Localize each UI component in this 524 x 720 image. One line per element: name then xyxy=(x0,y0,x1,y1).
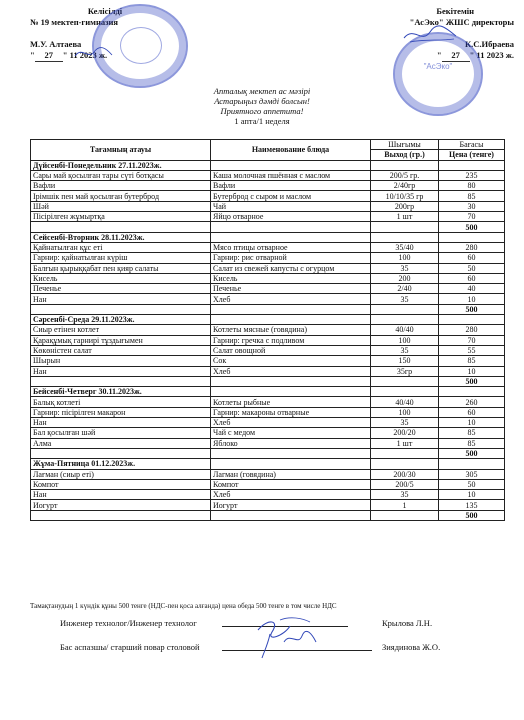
dish-kz: Гарнир: пісірілген макарон xyxy=(31,407,211,417)
empty-cell xyxy=(211,510,371,520)
empty-cell xyxy=(371,376,439,386)
approved-date-prefix: " xyxy=(436,50,442,60)
dish-kz: Сары май қосылған тары сүті ботқасы xyxy=(31,170,211,180)
day-total: 500 xyxy=(439,510,505,520)
price-cell: 55 xyxy=(439,345,505,355)
agreed-date-prefix: " xyxy=(30,50,35,60)
price-cell: 40 xyxy=(439,284,505,294)
title-wish-ru: Приятного аппетита! xyxy=(220,106,304,116)
table-row xyxy=(31,479,505,489)
dish-kz: Сиыр етінен котлет xyxy=(31,325,211,335)
empty-cell xyxy=(31,448,211,458)
empty-cell xyxy=(371,232,439,242)
yield-cell: 1 xyxy=(371,500,439,510)
dish-ru: Вафли xyxy=(211,181,371,191)
price-cell: 135 xyxy=(439,500,505,510)
day-header-row xyxy=(31,459,505,469)
dish-kz: Кисель xyxy=(31,273,211,283)
price-cell: 85 xyxy=(439,438,505,448)
agreed-date-day: 27 xyxy=(35,50,63,62)
dish-ru: Каша молочная пшённая с маслом xyxy=(211,170,371,180)
table-row xyxy=(31,242,505,252)
price-cell: 235 xyxy=(439,170,505,180)
table-row xyxy=(31,490,505,500)
dish-ru: Салат из свежей капусты с огурцом xyxy=(211,263,371,273)
empty-cell xyxy=(439,232,505,242)
dish-ru: Хлеб xyxy=(211,294,371,304)
engineer-role: Инженер технолог/Инженер технолог xyxy=(60,618,197,628)
yield-cell: 200гр xyxy=(371,201,439,211)
empty-cell xyxy=(439,459,505,469)
approved-org: "АсЭко" ЖШС директоры xyxy=(409,17,514,27)
price-cell: 60 xyxy=(439,253,505,263)
engineer-name: Крылова Л.Н. xyxy=(382,618,433,628)
table-row xyxy=(31,284,505,294)
price-cell: 10 xyxy=(439,418,505,428)
dish-ru: Салат овощной xyxy=(211,345,371,355)
yield-cell: 40/40 xyxy=(371,397,439,407)
day-total: 500 xyxy=(439,448,505,458)
day-name: Сәрсенбі-Среда 29.11.2023ж. xyxy=(31,315,211,325)
table-row xyxy=(31,438,505,448)
dish-kz: Нан xyxy=(31,294,211,304)
dish-kz: Балық котлеті xyxy=(31,397,211,407)
dish-kz: Көкөністен салат xyxy=(31,345,211,355)
price-cell: 70 xyxy=(439,212,505,222)
day-total: 500 xyxy=(439,222,505,232)
empty-cell xyxy=(31,222,211,232)
table-row xyxy=(31,428,505,438)
price-cell: 85 xyxy=(439,191,505,201)
empty-cell xyxy=(371,304,439,314)
dish-kz: Қарақұмық гарнирі тұздығымен xyxy=(31,335,211,345)
table-row xyxy=(31,356,505,366)
table-row xyxy=(31,366,505,376)
seal-right-text: "АсЭко" xyxy=(423,62,453,71)
header-price-ru: Цена (тенге) xyxy=(439,150,505,160)
table-row xyxy=(31,294,505,304)
price-cell: 305 xyxy=(439,469,505,479)
approved-date-suffix: " 11 2023 ж. xyxy=(469,50,514,60)
empty-cell xyxy=(439,160,505,170)
dish-kz: Алма xyxy=(31,438,211,448)
price-cell: 70 xyxy=(439,335,505,345)
dish-kz: Шәй xyxy=(31,201,211,211)
table-row xyxy=(31,335,505,345)
empty-cell xyxy=(211,387,371,397)
dish-kz: Қайнатылған құс еті xyxy=(31,242,211,252)
price-cell: 50 xyxy=(439,263,505,273)
price-note: Тамақтанудың 1 күндік құны 500 тенге (НДС-пен қоса алғанда) цена обеда 500 тенге в том числе НДС xyxy=(30,602,337,610)
agreed-org: № 19 мектеп-гимназия xyxy=(30,17,119,27)
approved-date-day: 27 xyxy=(442,50,470,62)
price-cell: 10 xyxy=(439,366,505,376)
chef-role: Бас аспазшы/ старший повар столовой xyxy=(60,642,200,652)
day-header-row xyxy=(31,315,505,325)
yield-cell: 200/5 xyxy=(371,479,439,489)
table-row xyxy=(31,263,505,273)
agreed-signature-icon xyxy=(72,44,116,62)
day-header-row xyxy=(31,387,505,397)
table-row xyxy=(31,397,505,407)
table-row xyxy=(31,500,505,510)
price-cell: 80 xyxy=(439,181,505,191)
yield-cell: 35гр xyxy=(371,366,439,376)
empty-cell xyxy=(211,315,371,325)
dish-kz: Печенье xyxy=(31,284,211,294)
footer-signature-icon xyxy=(250,612,320,662)
empty-cell xyxy=(371,387,439,397)
empty-cell xyxy=(31,304,211,314)
day-name: Дүйсенбі-Понедельник 27.11.2023ж. xyxy=(31,160,211,170)
director-signature-icon xyxy=(400,22,460,46)
agreed-label: Келісілді xyxy=(87,6,123,16)
title-wish-kz: Астарыңыз дәмді болсын! xyxy=(214,96,310,106)
dish-ru: Котлеты рыбные xyxy=(211,397,371,407)
day-name: Бейсенбі-Четверг 30.11.2023ж. xyxy=(31,387,211,397)
yield-cell: 150 xyxy=(371,356,439,366)
header-price-kz: Бағасы xyxy=(439,140,505,150)
dish-kz: Иогурт xyxy=(31,500,211,510)
price-cell: 280 xyxy=(439,242,505,252)
table-row xyxy=(31,191,505,201)
dish-ru: Компот xyxy=(211,479,371,489)
price-cell: 60 xyxy=(439,407,505,417)
yield-cell: 35/40 xyxy=(371,242,439,252)
empty-cell xyxy=(211,222,371,232)
agreed-signer: М.У. Алтаева xyxy=(30,39,82,49)
price-cell: 10 xyxy=(439,490,505,500)
yield-cell: 35 xyxy=(371,345,439,355)
approved-label: Бекітемін xyxy=(436,6,474,16)
dish-kz: Нан xyxy=(31,490,211,500)
yield-cell: 200/5 гр. xyxy=(371,170,439,180)
total-row xyxy=(31,448,505,458)
empty-cell xyxy=(211,459,371,469)
yield-cell: 1 шт xyxy=(371,438,439,448)
seal-emblem-icon xyxy=(120,27,162,64)
dish-ru: Мясо птицы отварное xyxy=(211,242,371,252)
total-row xyxy=(31,376,505,386)
dish-kz: Нан xyxy=(31,418,211,428)
price-cell: 85 xyxy=(439,356,505,366)
table-row xyxy=(31,418,505,428)
price-cell: 280 xyxy=(439,325,505,335)
yield-cell: 100 xyxy=(371,253,439,263)
yield-cell: 35 xyxy=(371,490,439,500)
empty-cell xyxy=(371,448,439,458)
table-row xyxy=(31,212,505,222)
day-total: 500 xyxy=(439,304,505,314)
price-cell: 30 xyxy=(439,201,505,211)
empty-cell xyxy=(211,232,371,242)
agreed-date-suffix: " 11 2023 ж. xyxy=(62,50,108,60)
chef-name: Зиядинова Ж.О. xyxy=(382,642,441,652)
total-row xyxy=(31,510,505,520)
yield-cell: 35 xyxy=(371,294,439,304)
table-row xyxy=(31,253,505,263)
total-row xyxy=(31,304,505,314)
day-header-row xyxy=(31,232,505,242)
header-yield-kz: Шығымы xyxy=(371,140,439,150)
dish-ru: Бутерброд с сыром и маслом xyxy=(211,191,371,201)
table-header-row xyxy=(31,140,505,150)
table-row xyxy=(31,469,505,479)
header-dish-kz: Тағамның атауы xyxy=(31,140,211,161)
dish-ru: Чай с медом xyxy=(211,428,371,438)
dish-ru: Котлеты мясные (говядина) xyxy=(211,325,371,335)
empty-cell xyxy=(31,510,211,520)
dish-ru: Яйцо отварное xyxy=(211,212,371,222)
empty-cell xyxy=(211,160,371,170)
dish-ru: Иогурт xyxy=(211,500,371,510)
empty-cell xyxy=(211,376,371,386)
dish-kz: Вафли xyxy=(31,181,211,191)
table-row xyxy=(31,345,505,355)
day-name: Сейсенбі-Вторник 28.11.2023ж. xyxy=(31,232,211,242)
dish-ru: Чай xyxy=(211,201,371,211)
day-total: 500 xyxy=(439,376,505,386)
dish-kz: Пісірілген жұмыртқа xyxy=(31,212,211,222)
empty-cell xyxy=(371,459,439,469)
empty-cell xyxy=(31,376,211,386)
dish-kz: Компот xyxy=(31,479,211,489)
empty-cell xyxy=(371,222,439,232)
approved-signer: К.С.Ибраева xyxy=(464,39,514,49)
yield-cell: 200 xyxy=(371,273,439,283)
price-cell: 60 xyxy=(439,273,505,283)
dish-kz: Лағман (сиыр еті) xyxy=(31,469,211,479)
dish-ru: Хлеб xyxy=(211,366,371,376)
yield-cell: 100 xyxy=(371,407,439,417)
header-dish-ru: Наименование блюда xyxy=(211,140,371,161)
dish-ru: Лагман (говядина) xyxy=(211,469,371,479)
price-cell: 10 xyxy=(439,294,505,304)
yield-cell: 2/40 xyxy=(371,284,439,294)
empty-cell xyxy=(439,315,505,325)
price-cell: 260 xyxy=(439,397,505,407)
yield-cell: 200/20 xyxy=(371,428,439,438)
dish-kz: Бал қосылған шәй xyxy=(31,428,211,438)
header-yield-ru: Выход (гр.) xyxy=(371,150,439,160)
table-row xyxy=(31,325,505,335)
dish-kz: Балғын қырыққабат пен қияр салаты xyxy=(31,263,211,273)
yield-cell: 40/40 xyxy=(371,325,439,335)
empty-cell xyxy=(211,304,371,314)
dish-ru: Гарнир: макароны отварные xyxy=(211,407,371,417)
price-cell: 85 xyxy=(439,428,505,438)
yield-cell: 35 xyxy=(371,418,439,428)
title-week: 1 апта/1 неделя xyxy=(234,116,290,126)
yield-cell: 10/10/35 гр xyxy=(371,191,439,201)
total-row xyxy=(31,222,505,232)
empty-cell xyxy=(439,387,505,397)
dish-kz: Гарнир: қайнатылған күріш xyxy=(31,253,211,263)
menu-table xyxy=(30,139,505,521)
yield-cell: 200/30 xyxy=(371,469,439,479)
yield-cell: 35 xyxy=(371,263,439,273)
table-row xyxy=(31,273,505,283)
dish-ru: Хлеб xyxy=(211,490,371,500)
table-row xyxy=(31,407,505,417)
yield-cell: 2/40гр xyxy=(371,181,439,191)
price-cell: 50 xyxy=(439,479,505,489)
dish-ru: Хлеб xyxy=(211,418,371,428)
day-header-row xyxy=(31,160,505,170)
dish-kz: Шырын xyxy=(31,356,211,366)
title-kz: Апталық мектеп ас мәзірі xyxy=(213,86,311,96)
table-row xyxy=(31,170,505,180)
yield-cell: 100 xyxy=(371,335,439,345)
yield-cell: 1 шт xyxy=(371,212,439,222)
dish-ru: Сок xyxy=(211,356,371,366)
dish-ru: Гарнир: рис отварной xyxy=(211,253,371,263)
dish-ru: Гарнир: гречка с подливом xyxy=(211,335,371,345)
table-row xyxy=(31,201,505,211)
empty-cell xyxy=(371,510,439,520)
dish-ru: Печенье xyxy=(211,284,371,294)
dish-ru: Кисель xyxy=(211,273,371,283)
dish-kz: Ірімшік пен май қосылған бутерброд xyxy=(31,191,211,201)
dish-ru: Яблоко xyxy=(211,438,371,448)
empty-cell xyxy=(371,160,439,170)
day-name: Жұма-Пятница 01.12.2023ж. xyxy=(31,459,211,469)
table-row xyxy=(31,181,505,191)
empty-cell xyxy=(211,448,371,458)
empty-cell xyxy=(371,315,439,325)
dish-kz: Нан xyxy=(31,366,211,376)
